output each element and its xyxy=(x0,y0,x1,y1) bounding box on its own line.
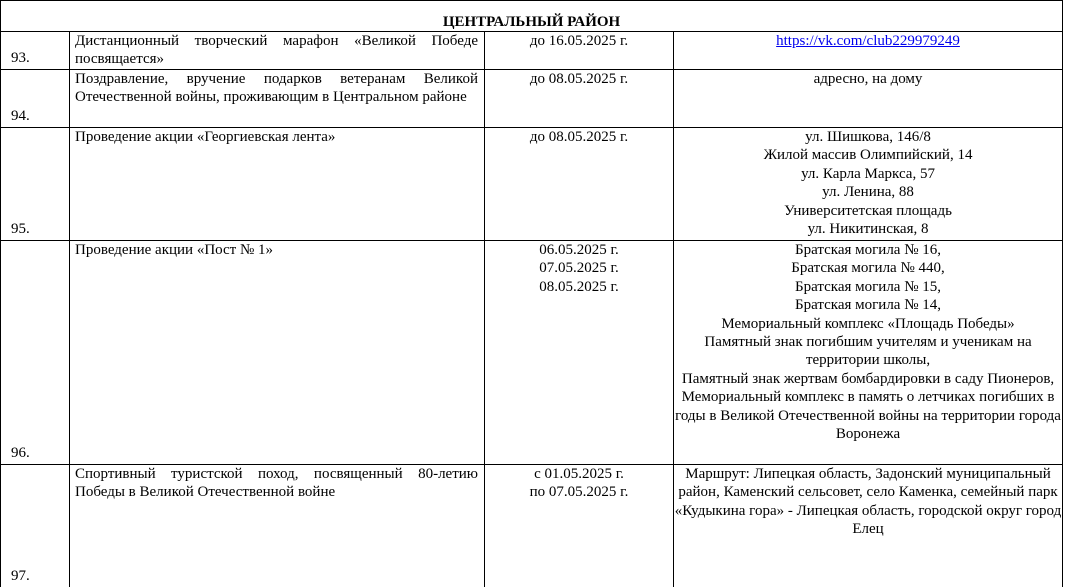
date-line: до 08.05.2025 г. xyxy=(485,70,673,88)
place-line: Братская могила № 16, xyxy=(674,241,1062,259)
date-line: 06.05.2025 г. xyxy=(485,241,673,259)
place-line: Памятный знак погибшим учителям и ученикам на территории школы, xyxy=(674,333,1062,370)
row-number: 94. xyxy=(1,70,70,128)
event-place xyxy=(674,241,1063,465)
place-line: адресно, на дому xyxy=(674,70,1062,88)
place-line: ул. Никитинская, 8 xyxy=(674,220,1062,238)
place-line: ул. Шишкова, 146/8 xyxy=(674,128,1062,146)
date-line: 08.05.2025 г. xyxy=(485,278,673,296)
place-line: Жилой массив Олимпийский, 14 xyxy=(674,146,1062,164)
event-name: Проведение акции «Пост № 1» xyxy=(70,241,485,465)
place-line: Памятный знак жертвам бомбардировки в саду Пионеров, xyxy=(674,370,1062,388)
date-line: до 16.05.2025 г. xyxy=(485,32,673,50)
date-line: 07.05.2025 г. xyxy=(485,259,673,277)
table-row xyxy=(1,465,1063,587)
row-number: 95. xyxy=(1,128,70,241)
event-place xyxy=(674,32,1063,70)
place-line: ул. Ленина, 88 xyxy=(674,183,1062,201)
table-row xyxy=(1,70,1063,128)
event-date xyxy=(485,32,674,70)
event-place xyxy=(674,70,1063,128)
place-line: ул. Карла Маркса, 57 xyxy=(674,165,1062,183)
place-line: Мемориальный комплекс в память о летчиках погибших в годы в Великой Отечественной войны на территории города Воронежа xyxy=(674,388,1062,443)
row-number: 96. xyxy=(1,241,70,465)
event-place xyxy=(674,465,1063,587)
date-line: до 08.05.2025 г. xyxy=(485,128,673,146)
event-date xyxy=(485,465,674,587)
table-row xyxy=(1,32,1063,70)
place-line: Братская могила № 14, xyxy=(674,296,1062,314)
event-name: Поздравление, вручение подарков ветеранам Великой Отечественной войны, проживающим в Центральном районе xyxy=(70,70,485,128)
section-header-row xyxy=(1,1,1063,32)
event-name: Спортивный туристской поход, посвященный 80-летию Победы в Великой Отечественной войне xyxy=(70,465,485,587)
row-number: 97. xyxy=(1,465,70,587)
date-line: по 07.05.2025 г. xyxy=(485,483,673,501)
event-date xyxy=(485,70,674,128)
event-name: Проведение акции «Георгиевская лента» xyxy=(70,128,485,241)
place-line: Маршрут: Липецкая область, Задонский муниципальный район, Каменский сельсовет, село Каменка, семейный парк «Кудыкина гора» - Липецкая область, городской округ город Елец xyxy=(674,465,1062,539)
vk-club-link[interactable]: https://vk.com/club229979249 xyxy=(674,32,1062,50)
place-line: Братская могила № 15, xyxy=(674,278,1062,296)
date-line: с 01.05.2025 г. xyxy=(485,465,673,483)
row-number: 93. xyxy=(1,32,70,70)
place-line: Братская могила № 440, xyxy=(674,259,1062,277)
event-name: Дистанционный творческий марафон «Великой Победе посвящается» xyxy=(70,32,485,70)
place-line: Мемориальный комплекс «Площадь Победы» xyxy=(674,315,1062,333)
event-date xyxy=(485,241,674,465)
section-title: ЦЕНТРАЛЬНЫЙ РАЙОН xyxy=(1,1,1063,32)
event-place xyxy=(674,128,1063,241)
table-row xyxy=(1,241,1063,465)
event-date xyxy=(485,128,674,241)
place-line: Университетская площадь xyxy=(674,202,1062,220)
table-row xyxy=(1,128,1063,241)
